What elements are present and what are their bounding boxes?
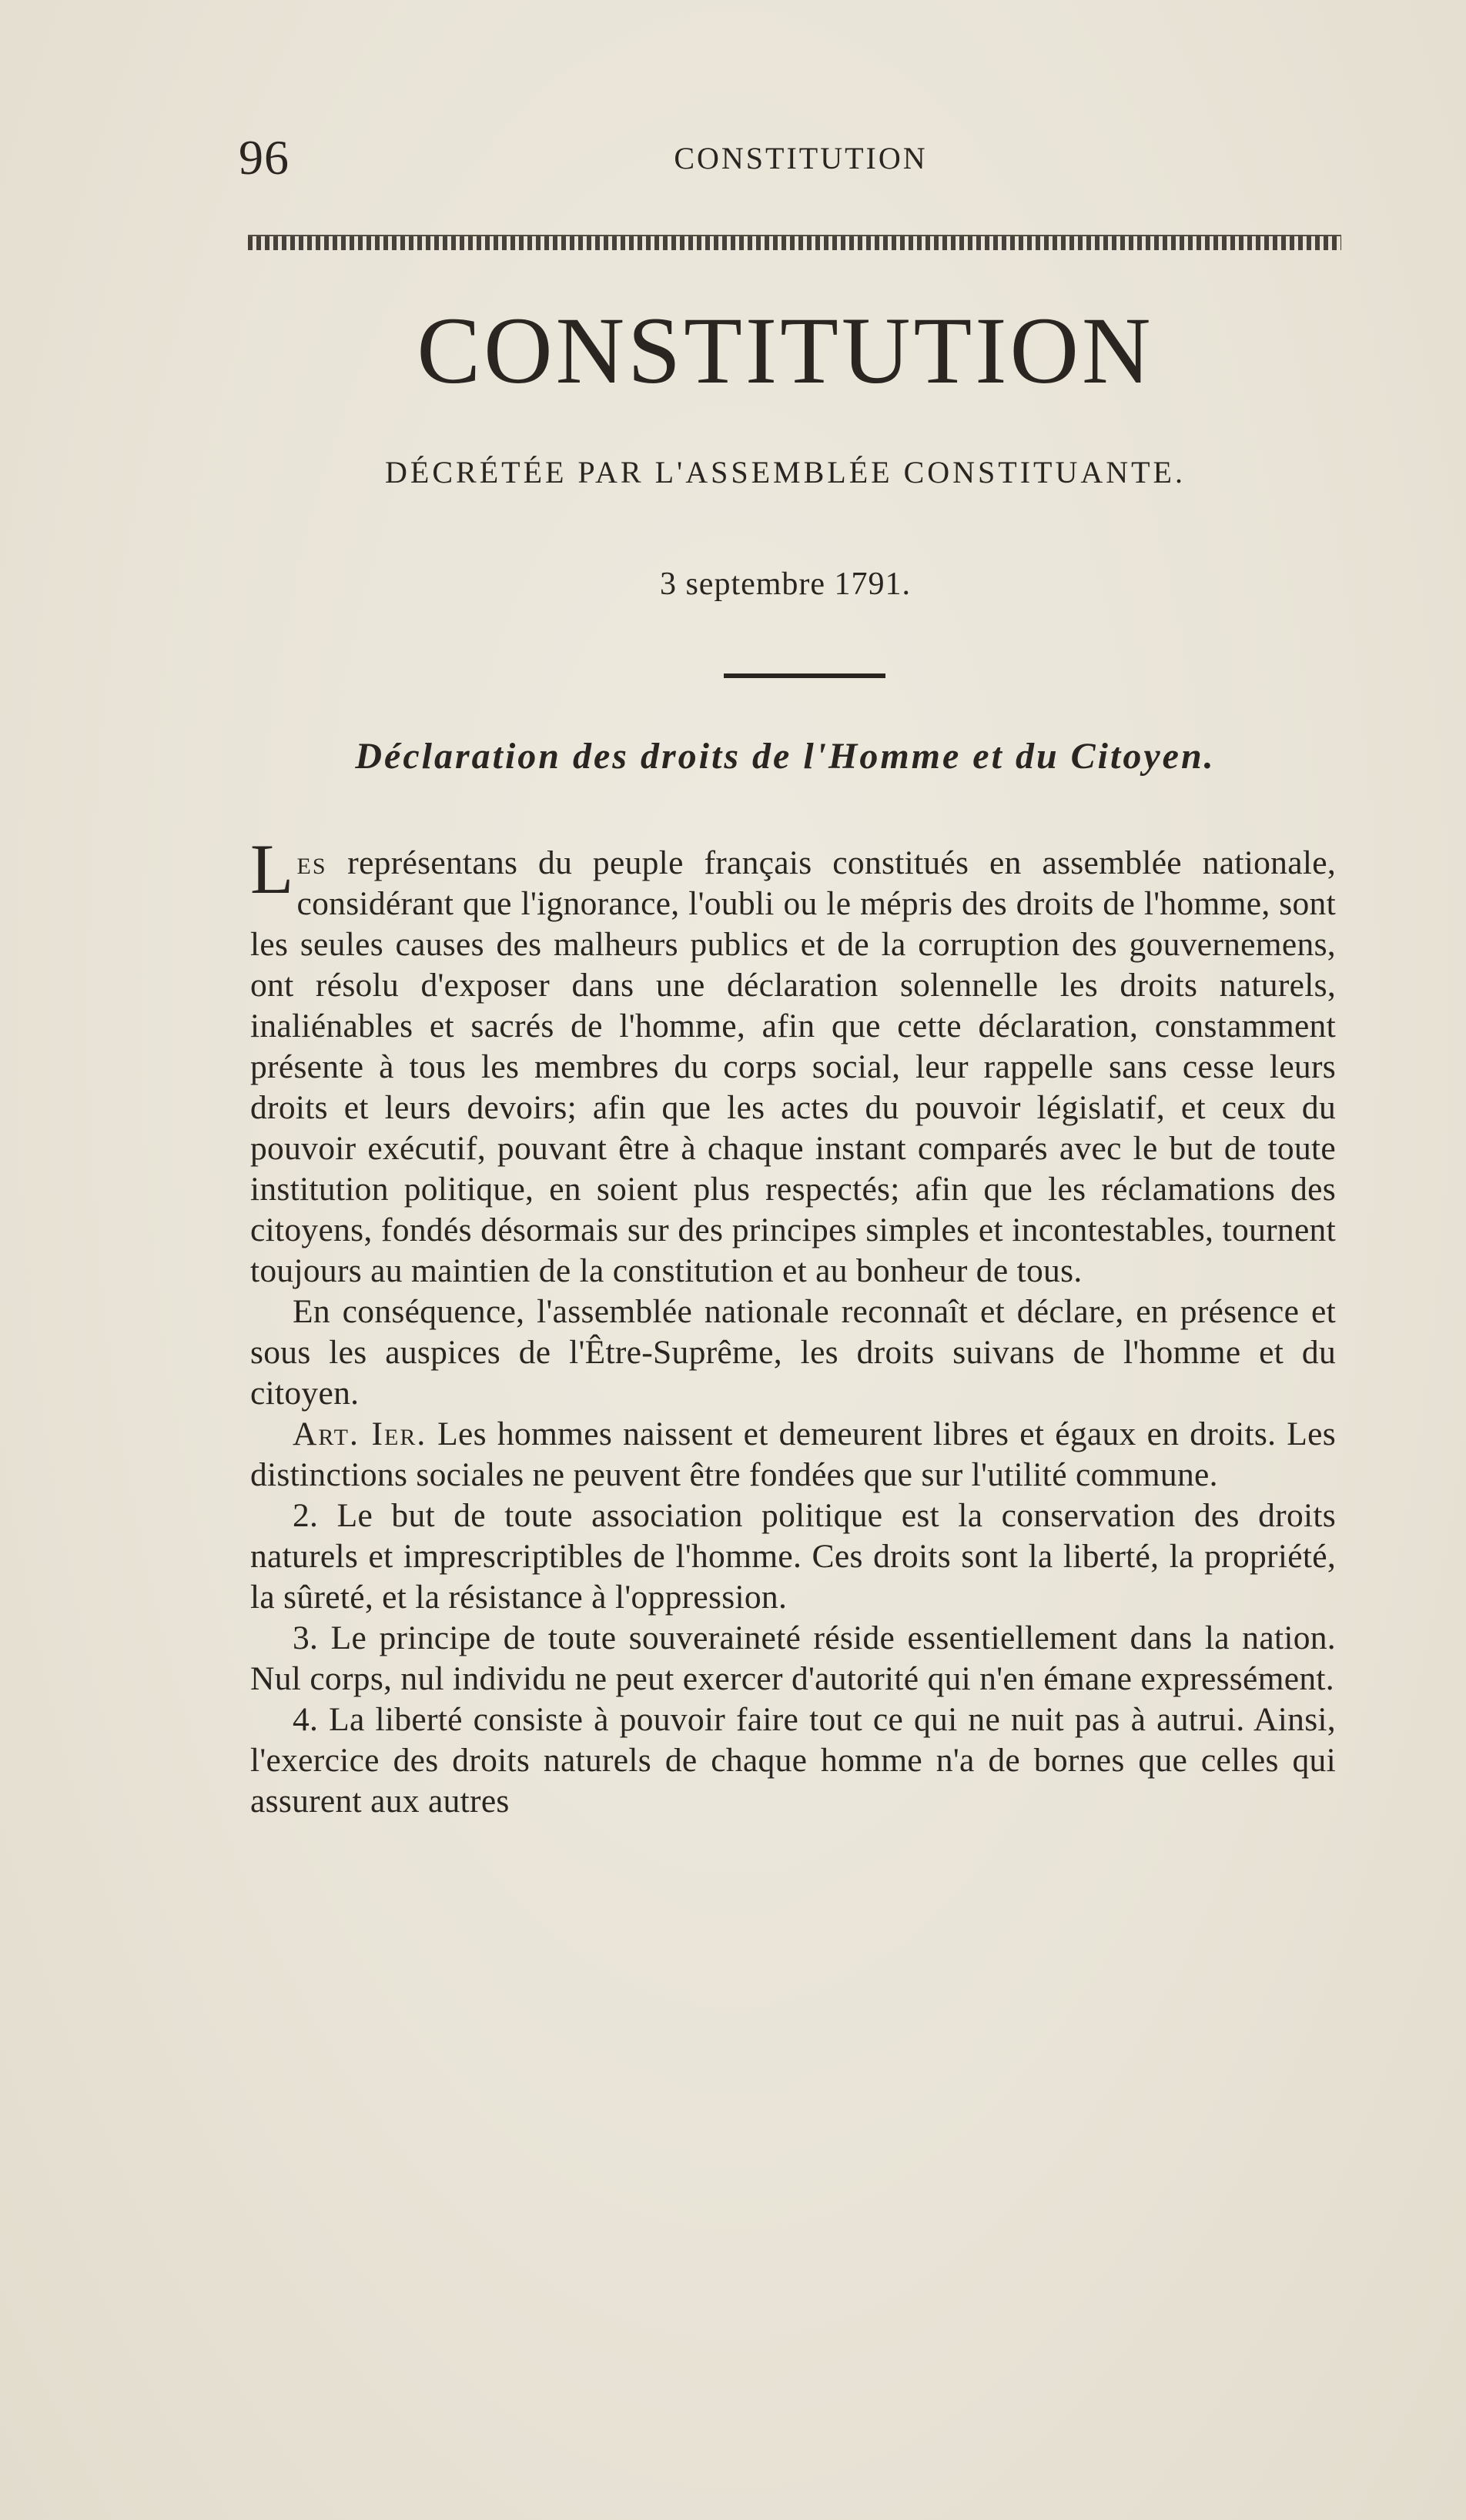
preamble-smallcaps: es <box>296 844 327 881</box>
preamble-paragraph <box>250 830 1336 1292</box>
subtitle: DÉCRÉTÉE PAR L'ASSEMBLÉE CONSTITUANTE. <box>385 455 1186 490</box>
article-text: Le but de toute association politique est la conservation des droits naturels et imprescriptibles de l'homme. Ces droits sont la liberté, la propriété, la sûreté, et la résistance à l'oppression. <box>250 1497 1336 1616</box>
date: 3 septembre 1791. <box>659 566 912 602</box>
article-label: 4. <box>293 1701 319 1738</box>
drop-cap: L <box>250 830 294 908</box>
preamble-text: représentans du peuple français constitués en assemblée nationale, considérant que l'ignorance, l'oubli ou le mépris des droits de l'homme, sont les seules causes des malheurs publics et de la corruption des gouvernemens, ont résolu d'exposer dans une déclaration solennelle les droits naturels, inaliénables et sacrés de l'homme, afin que cette déclaration, constamment présente à tous les membres du corps social, leur rappelle sans cesse leurs droits et leurs devoirs; afin que les actes du pouvoir législatif, et ceux du pouvoir exécutif, pouvant être à chaque instant comparés avec le but de toute institution politique, en soient plus respectés; afin que les réclamations des citoyens, fondés désormais sur des principes simples et incontestables, tournent toujours au maintien de la constitution et au bonheur de tous. <box>250 844 1336 1289</box>
consequence-paragraph: En conséquence, l'assemblée nationale reconnaît et déclare, en présence et sous les auspices de l'Être-Suprême, les droits suivans de l'homme et du citoyen. <box>250 1293 1336 1412</box>
article-label: 3. <box>293 1619 319 1656</box>
page-number: 96 <box>239 130 290 185</box>
section-divider <box>724 673 885 678</box>
body-text <box>250 830 1336 1822</box>
article-1 <box>250 1414 1336 1496</box>
article-3 <box>250 1618 1336 1699</box>
main-title: CONSTITUTION <box>417 298 1154 403</box>
article-label: Art. Ier. <box>293 1415 427 1452</box>
article-label: 2. <box>293 1497 319 1534</box>
ornamental-rule <box>248 235 1341 250</box>
running-title: CONSTITUTION <box>674 141 928 175</box>
article-4 <box>250 1699 1336 1822</box>
running-head <box>239 129 1332 183</box>
article-2 <box>250 1496 1336 1618</box>
article-text: Le principe de toute souveraineté réside essentiellement dans la nation. Nul corps, nul individu ne peut exercer d'autorité qui n'en émane expressément. <box>250 1619 1336 1697</box>
declaration-title: Déclaration des droits de l'Homme et du Citoyen. <box>355 736 1216 777</box>
article-text: La liberté consiste à pouvoir faire tout ce qui ne nuit pas à autrui. Ainsi, l'exercice des droits naturels de chaque homme n'a de bornes que celles qui assurent aux autres <box>250 1701 1336 1820</box>
article-text: Les hommes naissent et demeurent libres et égaux en droits. Les distinctions sociales ne peuvent être fondées que sur l'utilité commune. <box>250 1415 1336 1493</box>
